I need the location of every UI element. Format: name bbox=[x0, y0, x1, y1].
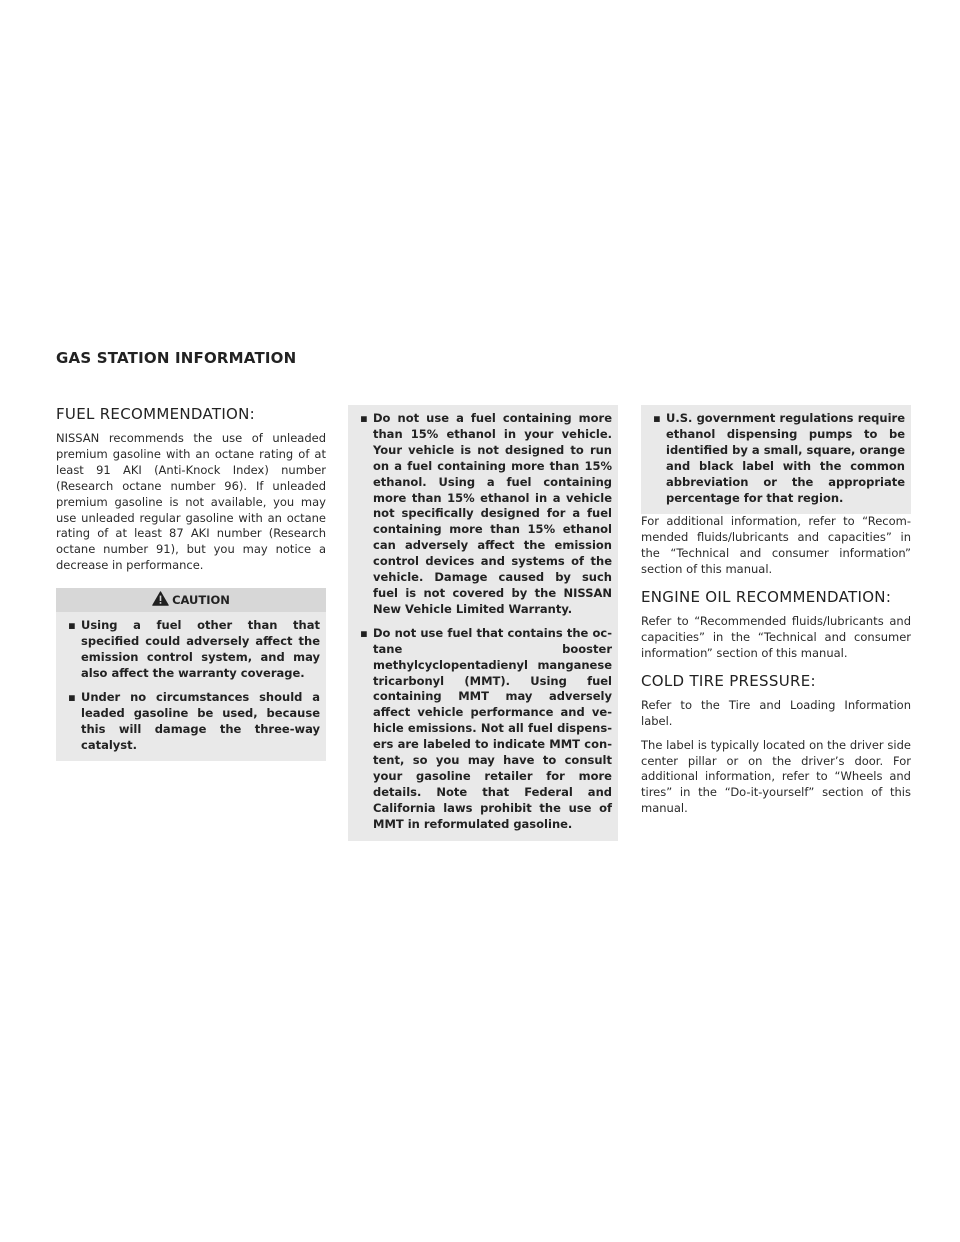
caution-box bbox=[56, 588, 326, 761]
caution-continued-box bbox=[348, 405, 618, 841]
bullet: ▪ bbox=[360, 411, 368, 425]
engine-oil-body: Refer to “Recommended fluids/lubricants and capacities” in the “Technical and consumer information” section of this manual. bbox=[641, 614, 911, 660]
caution-item: ▪ U.S. government regulations require ethanol dispensing pumps to be identified by a small, square, orange and black label with the common abbreviation or the appropriate percentage for that region. bbox=[653, 411, 905, 505]
column-2 bbox=[348, 405, 618, 841]
bullet: ▪ bbox=[68, 689, 76, 704]
caution-item: ▪ Under no circumstances should a leaded gasoline be used, because this will damage the three-way catalyst. bbox=[68, 689, 320, 752]
caution-label: CAUTION bbox=[172, 593, 230, 608]
caution-continued-box-2 bbox=[641, 405, 911, 514]
caution-item: ▪ Do not use a fuel containing more than 15% ethanol in your vehicle. Your vehicle is not designed to run on a fuel containing more than 15% ethanol. Using a fuel containing more than 15% ethanol in a vehicle not specifically designed for a fuel containing more than 15% ethanol can adversely affect the emission control devices and systems of the vehicle. Damage caused by such fuel is not covered by the NISSAN New Vehicle Limited Warranty. bbox=[360, 411, 612, 616]
column-1 bbox=[56, 405, 326, 761]
caution-header bbox=[56, 588, 326, 612]
bullet: ▪ bbox=[68, 618, 76, 633]
tire-body-1: Refer to the Tire and Loading Information label. bbox=[641, 697, 911, 728]
column-3 bbox=[641, 405, 911, 825]
fuel-recommendation-body: NISSAN recommends the use of unleaded premium gasoline with an octane rating of at least 91 AKI (Anti-Knock Index) number (Research octane number 96). If unleaded premium gasoline is not available, you may use unleaded regular gasoline with an octane rating of at least 87 AKI number (Research octane number 91), but you may notice a decrease in performance. bbox=[56, 431, 326, 573]
fuel-recommendation-title: FUEL RECOMMENDATION: bbox=[56, 405, 256, 423]
bullet: ▪ bbox=[360, 625, 368, 640]
caution-list bbox=[56, 612, 326, 761]
engine-oil-title: ENGINE OIL RECOMMENDATION: bbox=[641, 588, 892, 607]
caution-item: ▪ Using a fuel other than that specified could adversely affect the emission control system, and may also affect the warranty coverage. bbox=[68, 618, 320, 680]
cold-tire-pressure-title: COLD TIRE PRESSURE: bbox=[641, 671, 816, 690]
bullet: ▪ bbox=[653, 411, 661, 425]
tire-body-2: The label is typically located on the driver side center pillar or on the driver’s door. For additional information, refer to “Wheels and tires” in the “Do-it-yourself” section of this manual. bbox=[641, 737, 911, 816]
warning-triangle-icon bbox=[152, 591, 172, 609]
fuel-additional-info: For additional information, refer to “Recommended fluids/lubricants and capacities” in the “Technical and consumer information” section of this manual. bbox=[641, 514, 911, 577]
page-heading: GAS STATION INFORMATION bbox=[56, 349, 297, 367]
caution-item: ▪ Do not use fuel that contains the octane booster methylcyclopentadienyl manganese tricarbonyl (MMT). Using fuel containing MMT may adversely affect vehicle performance and vehicle emissions. Not all fuel dispensers are labeled to indicate MMT content, so you may have to consult your gasoline retailer for more details. Note that Federal and California laws prohibit the use of MMT in reformulated gasoline. bbox=[360, 625, 612, 831]
